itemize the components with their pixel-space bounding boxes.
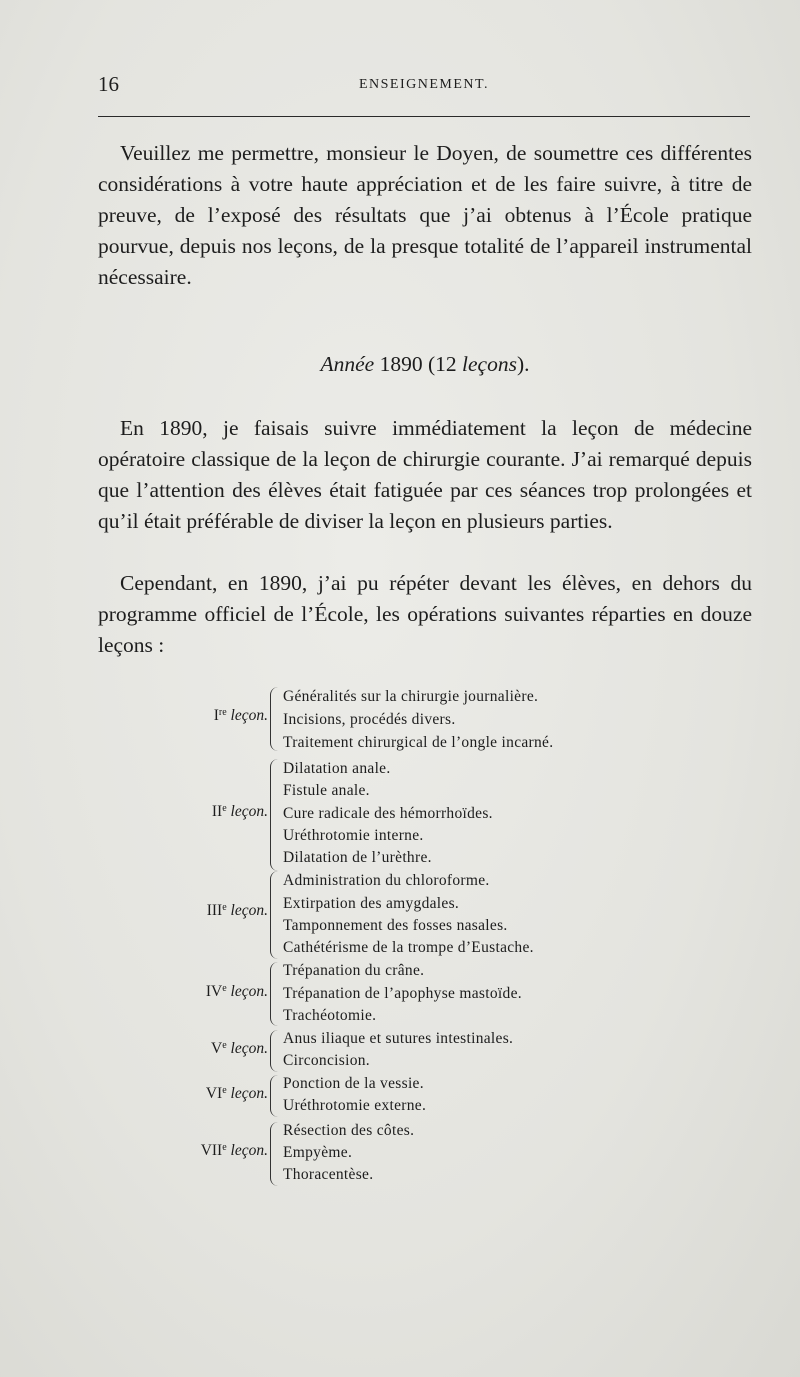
lesson-word: leçon. (230, 1040, 268, 1057)
running-head: ENSEIGNEMENT. (358, 77, 490, 92)
paragraph-1890: En 1890, je faisais suivre immédiatement la leçon de médecine opératoire classique de la leçon de chirurgie courante. J’ai remarqué depuis que l’attention des élèves était fatiguée par ces séances trop prolongées et qu’il était préférable de diviser la leçon en plusieurs parties. (98, 416, 752, 533)
brace (270, 1030, 279, 1072)
lesson-item: Traitement chirurgical de l’ongle incarné. (283, 734, 554, 751)
lesson-item: Dilatation de l’urèthre. (283, 849, 432, 866)
lesson-item: Uréthrotomie externe. (283, 1097, 427, 1114)
section-title-year: 1890 (379, 352, 423, 376)
lesson-suffix: e (222, 902, 227, 913)
paragraph-intro: Veuillez me permettre, monsieur le Doyen, de soumettre ces différentes considérations à votre haute appréciation et de les faire suivre, à titre de preuve, de l’exposé des résultats que j’ai obtenus à l’École pratique pourvue, depuis nos leçons, de la presque totalité de l’appareil instrumental nécessaire. (98, 141, 752, 289)
lesson-item: Ponction de la vessie. (283, 1075, 424, 1092)
section-title (0, 352, 800, 377)
lesson-numeral: V (211, 1040, 223, 1057)
lesson-numeral: I (213, 707, 219, 724)
lesson-item: Administration du chloroforme. (283, 872, 490, 889)
lesson-numeral: VI (205, 1085, 223, 1102)
section-title-annee: Année (320, 352, 375, 376)
lesson-item: Extirpation des amygdales. (283, 895, 460, 912)
lesson-item: Incisions, procédés divers. (283, 711, 456, 728)
header-rule (98, 116, 750, 117)
lesson-item: Fistule anale. (283, 782, 370, 799)
lesson-suffix: e (222, 1142, 227, 1153)
lesson-item: Trachéotomie. (283, 1007, 377, 1024)
brace (270, 962, 279, 1026)
section-title-open: (12 (427, 352, 457, 376)
lesson-item: Généralités sur la chirurgie journalière. (283, 688, 539, 705)
lesson-numeral: III (206, 902, 223, 919)
lesson-suffix: e (222, 1085, 227, 1096)
section-title-lecons: leçons (462, 352, 517, 376)
brace (270, 687, 279, 751)
lesson-label (98, 707, 268, 725)
page-header (98, 72, 750, 100)
lesson-word: leçon. (230, 707, 268, 724)
lesson-item: Trépanation du crâne. (283, 962, 425, 979)
lesson-item: Thoracentèse. (283, 1166, 374, 1183)
paragraph-cependant: Cependant, en 1890, j’ai pu répéter devant les élèves, en dehors du programme officiel de l’École, les opérations suivantes réparties en douze leçons : (98, 571, 752, 657)
lesson-label (98, 1085, 268, 1103)
lesson-item: Uréthrotomie interne. (283, 827, 424, 844)
brace (270, 1075, 279, 1117)
lesson-label (98, 1142, 268, 1160)
lesson-word: leçon. (230, 1085, 268, 1102)
lesson-suffix: e (222, 1040, 227, 1051)
lesson-item: Tamponnement des fosses nasales. (283, 917, 508, 934)
lesson-label (98, 803, 268, 821)
lesson-word: leçon. (230, 803, 268, 820)
lesson-item: Empyème. (283, 1144, 353, 1161)
lesson-item: Anus iliaque et sutures intestinales. (283, 1030, 514, 1047)
lesson-numeral: II (211, 803, 223, 820)
lesson-item: Résection des côtes. (283, 1122, 415, 1139)
lesson-item: Cure radicale des hémorrhoïdes. (283, 805, 493, 822)
brace (270, 871, 279, 959)
brace (270, 759, 279, 871)
lesson-label (98, 983, 268, 1001)
brace (270, 1122, 279, 1186)
lesson-item: Circoncision. (283, 1052, 370, 1069)
lesson-label (98, 1040, 268, 1058)
page-number: 16 (98, 72, 119, 96)
lesson-item: Dilatation anale. (283, 760, 391, 777)
lesson-word: leçon. (230, 902, 268, 919)
lesson-word: leçon. (230, 983, 268, 1000)
lesson-suffix: e (222, 983, 227, 994)
lesson-word: leçon. (230, 1142, 268, 1159)
lesson-suffix: re (218, 707, 227, 718)
lesson-numeral: VII (200, 1142, 223, 1159)
section-title-close: ). (516, 352, 530, 376)
lesson-item: Cathétérisme de la trompe d’Eustache. (283, 939, 534, 956)
lesson-numeral: IV (205, 983, 223, 1000)
lesson-item: Trépanation de l’apophyse mastoïde. (283, 985, 522, 1002)
lesson-label (98, 902, 268, 920)
lesson-suffix: e (222, 803, 227, 814)
